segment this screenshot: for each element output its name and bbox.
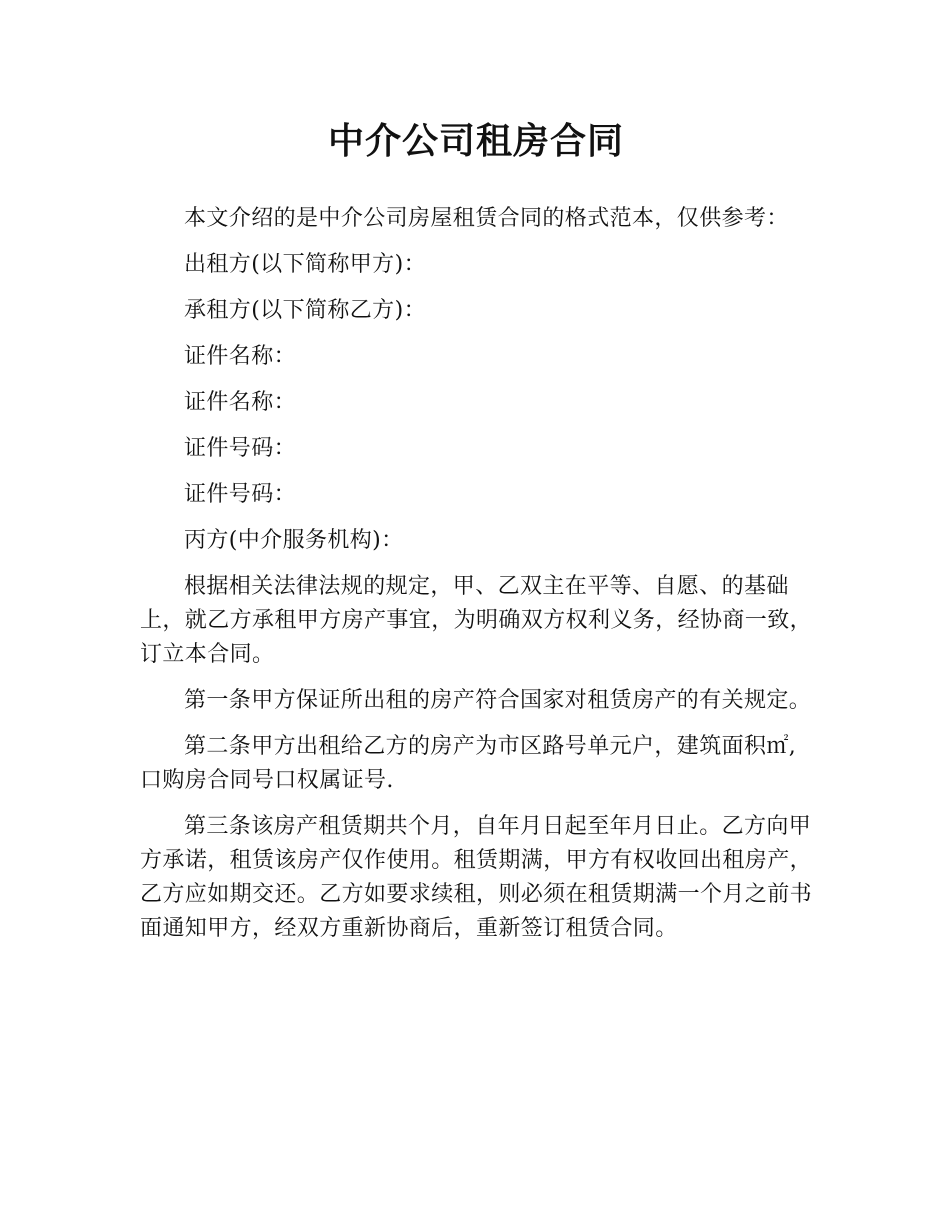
document-page: [140, 112, 812, 958]
lessee-line: 承租方(以下简称乙方)：: [184, 298, 426, 323]
id-name-line: 证件名称：: [184, 344, 297, 369]
article-1-paragraph: 第一条甲方保证所出租的房产符合国家对租赁房产的有关规定。: [184, 688, 812, 713]
id-number-line: 证件号码：: [184, 482, 297, 507]
article-2-paragraph: 第二条甲方出租给乙方的房产为市区路号单元户，建筑面积㎡,口购房合同号口权属证号.: [140, 734, 797, 793]
preamble-paragraph: 根据相关法律法规的规定，甲、乙双主在平等、自愿、的基础上，就乙方承租甲方房产事宜，为明确双方权利义务，经协商一致，订立本合同。: [140, 574, 813, 667]
document-body: [140, 202, 812, 946]
document-title: 中介公司租房合同: [327, 121, 624, 162]
intro-paragraph: 本文介绍的是中介公司房屋租赁合同的格式范本，仅供参考：: [184, 206, 789, 231]
article-3-paragraph: 第三条该房产租赁期共个月，自年月日起至年月日止。乙方向甲方承诺，租赁该房产仅作使用。租赁期满，甲方有权收回出租房产，乙方应如期交还。乙方如要求续租，则必须在租赁期满一个月之前书面通知甲方，经双方重新协商后，重新签订租赁合同。: [140, 814, 813, 941]
agency-line: 丙方(中介服务机构)：: [184, 528, 404, 553]
id-number-line: 证件号码：: [184, 436, 297, 461]
id-name-line: 证件名称：: [184, 390, 297, 415]
lessor-line: 出租方(以下简称甲方)：: [184, 252, 426, 277]
